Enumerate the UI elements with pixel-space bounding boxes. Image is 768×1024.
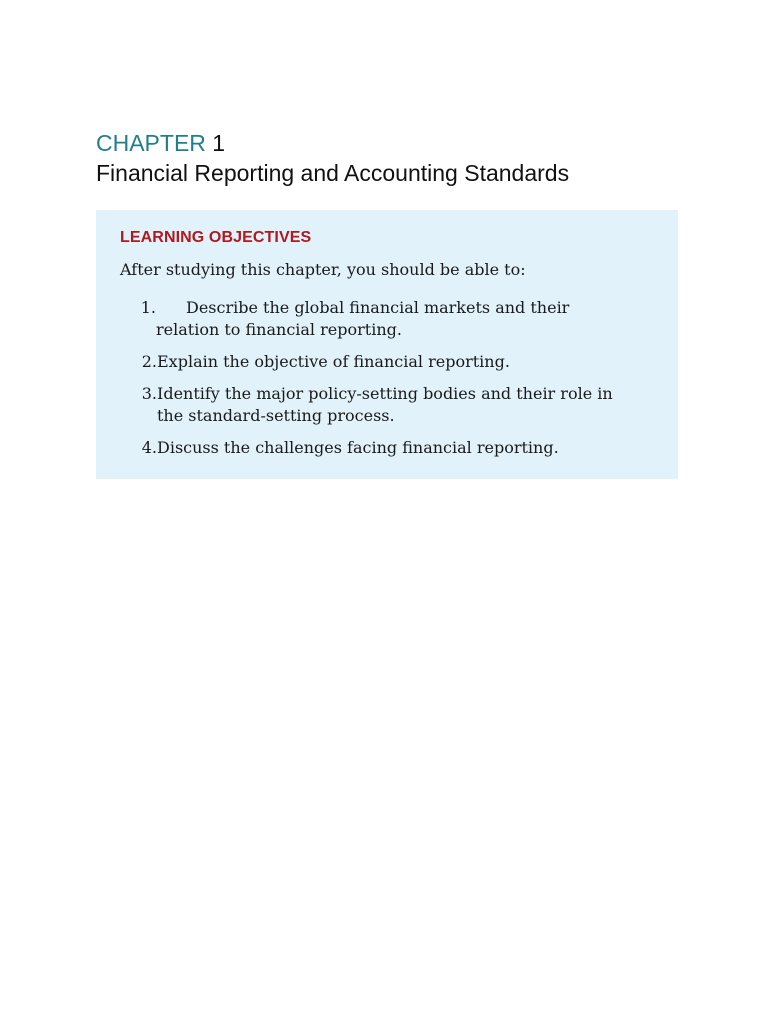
chapter-number: 1 — [212, 130, 226, 156]
chapter-title: Financial Reporting and Accounting Standards — [96, 160, 570, 186]
objective-text: Discuss the challenges facing financial reporting. — [157, 438, 559, 457]
chapter-label: CHAPTER — [96, 130, 206, 156]
chapter-label-line — [96, 128, 716, 158]
objective-number: 2. — [141, 352, 157, 371]
learning-objectives-list — [120, 297, 654, 459]
objective-item-4 — [120, 437, 654, 459]
chapter-heading — [96, 128, 716, 188]
learning-objectives-box — [96, 210, 678, 479]
learning-objectives-intro: After studying this chapter, you should be able to: — [120, 260, 526, 279]
objective-text: Identify the major policy-setting bodies and their role in the standard-setting process. — [157, 384, 613, 425]
objective-text: Explain the objective of financial reporting. — [157, 352, 510, 371]
objective-number: 3. — [141, 384, 157, 403]
objective-item-1 — [120, 297, 654, 341]
objective-text: Describe the global financial markets and their relation to financial reporting. — [156, 298, 570, 339]
objective-item-3 — [120, 383, 654, 427]
objective-item-2 — [120, 351, 654, 373]
objective-number: 1. — [140, 298, 156, 317]
objective-number: 4. — [141, 438, 157, 457]
learning-objectives-heading: LEARNING OBJECTIVES — [120, 229, 312, 246]
